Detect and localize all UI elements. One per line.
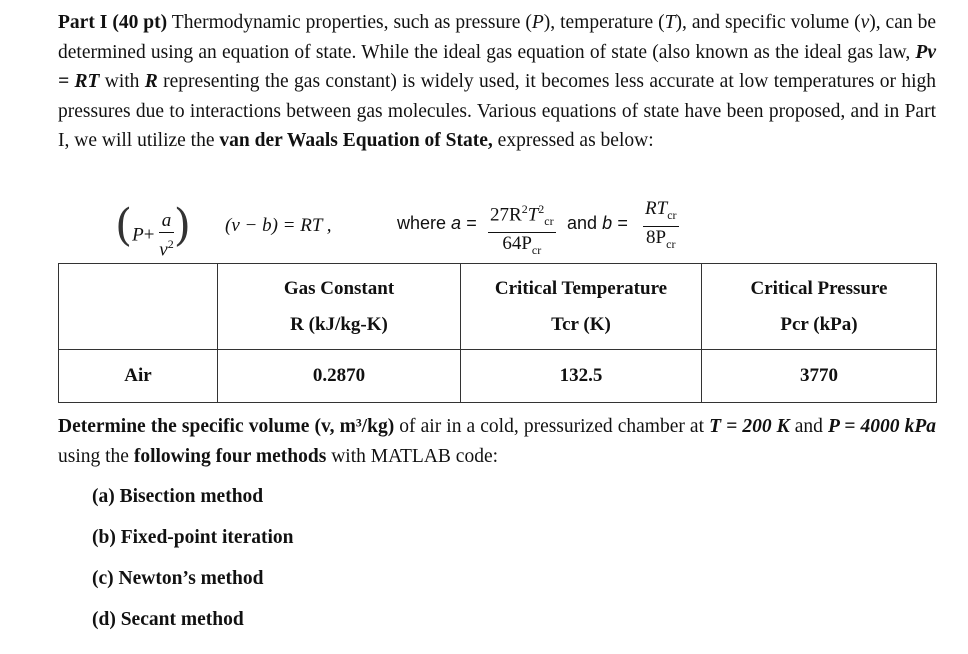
intro-text-2: ), temperature ( [543,12,665,33]
problem-text-2: of air in a cold, pressurized chamber at [394,416,710,437]
right-paren: ) [173,200,191,251]
method-item-secant: (d) Secant method [92,609,244,630]
eq-b-equals: b = [602,213,628,233]
intro-paragraph [58,8,936,156]
table-header-critical-temperature: Critical Temperature Tcr (K) [461,264,702,350]
eq-a-fraction: $\frac{27R^2T^2_{cr}}{64P_{cr}}$ [488,198,556,261]
left-paren: ( [115,200,133,251]
problem-statement [58,412,936,471]
eq-b-fraction: $\frac{RT_{cr}}{8P_{cr}}$ [645,198,677,251]
eq-a-equals: a = [451,213,477,233]
part-label: Part I (40 pt) [58,12,168,33]
pressure-condition: P = 4000 kPa [828,416,937,437]
method-item-bisection: (a) Bisection method [92,486,264,507]
table-cell-gas: Air [59,350,218,403]
pressure-symbol: P [531,12,544,33]
table-cell-critical-pressure: 3770 [702,350,937,403]
table-header-critical-pressure: Critical Pressure Pcr (kPa) [702,264,937,350]
intro-text-5: with [99,71,145,92]
volume-symbol: v [860,12,870,33]
properties-table [58,263,937,403]
temperature-condition: T = 200 K [709,416,790,437]
temperature-symbol: T [664,12,676,33]
method-item-fixed-point: (b) Fixed-point iteration [92,527,294,548]
eq-a-over-v2: $\frac{a}{v^2}$ [159,209,174,261]
eq-where: where [397,213,447,233]
eq-and: and [567,213,598,233]
table-header-gas-constant: Gas Constant R (kJ/kg-K) [218,264,461,350]
eq-P: P [132,224,144,246]
method-item-newton: (c) Newton’s method [92,568,264,589]
table-header-cell [59,264,218,350]
table-header-row [59,264,937,350]
intro-text-7: expressed as below: [492,130,654,151]
eq-plus: + [143,224,155,246]
problem-bold-2: following four methods [133,445,327,467]
table-cell-gas-constant: 0.2870 [218,350,461,403]
eq-factor: (v − b) = RT , [225,215,332,236]
intro-text-6: representing the gas constant) is widely used, it becomes less accurate at low temperatures or high pressures due to interactions between gas molecules. Various equations of state have been proposed, and in Part I, we will utilize the [58,71,937,151]
table-row [59,350,937,403]
table-cell-critical-temperature: 132.5 [461,350,702,403]
van-der-waals-equation [115,196,715,261]
intro-text-4: ), can be determined using an equation of state. While the ideal gas equation of state (also known as the ideal gas law, [58,12,936,63]
problem-text-3: and [789,416,829,437]
intro-text-1: Thermodynamic properties, such as pressure ( [167,12,532,33]
problem-text-5: with MATLAB code: [326,445,499,467]
intro-text-3: ), and specific volume ( [675,12,861,33]
gas-constant-symbol: R [144,71,158,92]
problem-text-4: using the [58,445,134,467]
problem-bold-1: Determine the specific volume (v, m³/kg) [58,416,395,437]
ideal-gas-law: Pv = RT [58,41,936,92]
van-der-waals-label: van der Waals Equation of State, [219,130,493,151]
